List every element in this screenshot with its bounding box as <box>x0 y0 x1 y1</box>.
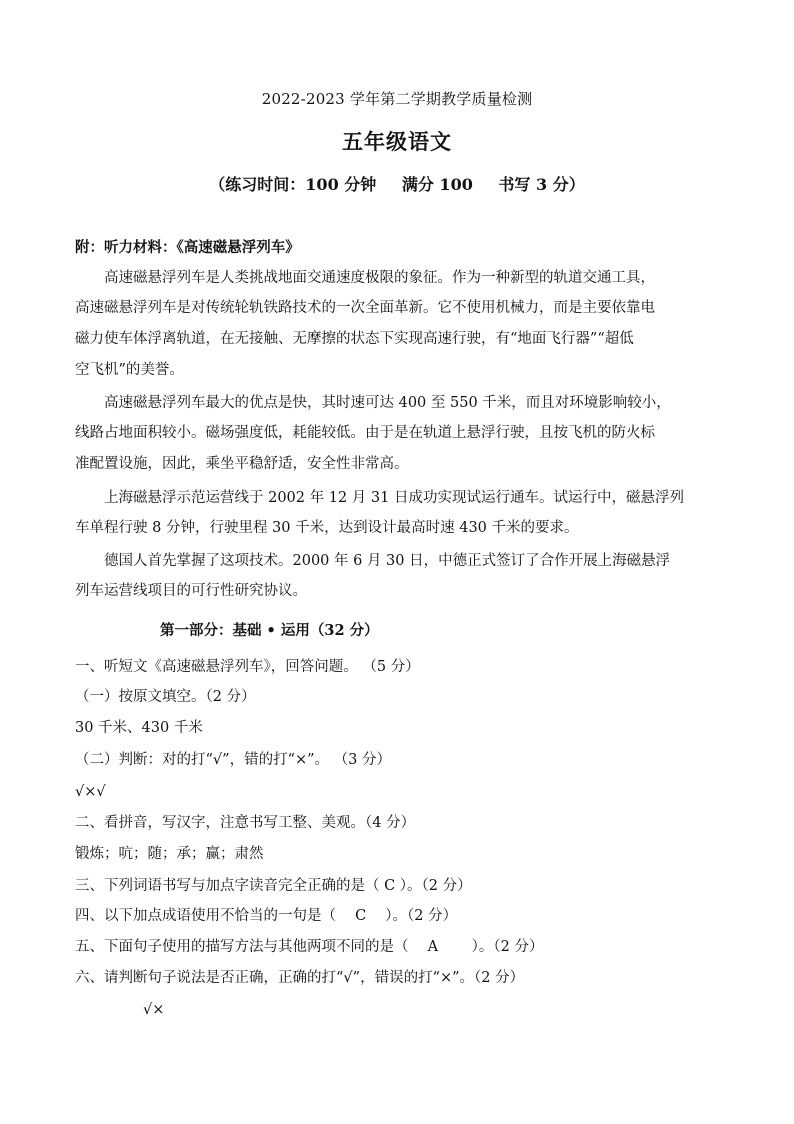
question-1-2: （二）判断：对的打“√”，错的打“×”。 （3 分） <box>75 752 391 768</box>
question-1-1: （一）按原文填空。（2 分） <box>75 689 256 705</box>
question-5: 五、下面句子使用的描写方法与其他两项不同的是（ A ）。（2 分） <box>75 939 544 955</box>
part1-title: 第一部分：基础 • 运用（32 分） <box>160 622 379 639</box>
answer-2: 锻炼；吭；随；承；赢；肃然 <box>75 846 264 862</box>
answer-6: √× <box>143 1002 165 1018</box>
material-line: 空飞机”的美誉。 <box>75 362 184 378</box>
exam-term-title: 2022-2023 学年第二学期教学质量检测 <box>261 90 533 108</box>
material-line: 列车运营线项目的可行性研究协议。 <box>75 583 307 599</box>
question-1: 一、听短文《高速磁悬浮列车》，回答问题。 （5 分） <box>75 659 420 675</box>
answer-1-2: √×√ <box>75 784 106 800</box>
exam-writing-score: 书写 3 分） <box>498 175 585 194</box>
material-line: 高速磁悬浮列车最大的优点是快，其时速可达 400 至 550 千米，而且对环境影响较小， <box>104 395 671 411</box>
exam-subject-title: 五年级语文 <box>342 129 452 154</box>
listening-material-heading: 附：听力材料：《高速磁悬浮列车》 <box>75 239 300 256</box>
question-2: 二、看拼音，写汉字，注意书写工整、美观。（4 分） <box>75 815 416 831</box>
answer-1-1: 30 千米、430 千米 <box>75 720 203 736</box>
exam-full-score: 满分 100 <box>401 175 473 194</box>
material-line: 高速磁悬浮列车是对传统轮轨铁路技术的一次全面革新。它不使用机械力，而是主要依靠电 <box>75 300 655 316</box>
exam-time: （练习时间：100 分钟 <box>209 175 377 194</box>
material-line: 上海磁悬浮示范运营线于 2002 年 12 月 31 日成功实现试运行通车。试运行中，磁悬浮列 <box>104 490 684 506</box>
material-line: 线路占地面积较小。磁场强度低，耗能较低。由于是在轨道上悬浮行驶，且按飞机的防火标 <box>75 425 655 441</box>
exam-info-line <box>0 172 794 195</box>
material-line: 德国人首先掌握了这项技术。2000 年 6 月 30 日，中德正式签订了合作开展上海磁悬浮 <box>104 553 671 569</box>
material-line: 车单程行驶 8 分钟，行驶里程 30 千米，达到设计最高时速 430 千米的要求。 <box>75 520 579 536</box>
question-6: 六、请判断句子说法是否正确，正确的打“√”，错误的打“×”。（2 分） <box>75 970 525 986</box>
question-3: 三、下列词语书写与加点字读音完全正确的是（ C ）。（2 分） <box>75 878 472 894</box>
material-line: 准配置设施，因此，乘坐平稳舒适，安全性非常高。 <box>75 456 409 472</box>
material-line: 磁力使车体浮离轨道，在无接触、无摩擦的状态下实现高速行驶，有“地面飞行器”“超低 <box>75 331 634 347</box>
question-4: 四、以下加点成语使用不恰当的一句是（ C ）。（2 分） <box>75 908 458 924</box>
material-line: 高速磁悬浮列车是人类挑战地面交通速度极限的象征。作为一种新型的轨道交通工具， <box>104 270 655 286</box>
